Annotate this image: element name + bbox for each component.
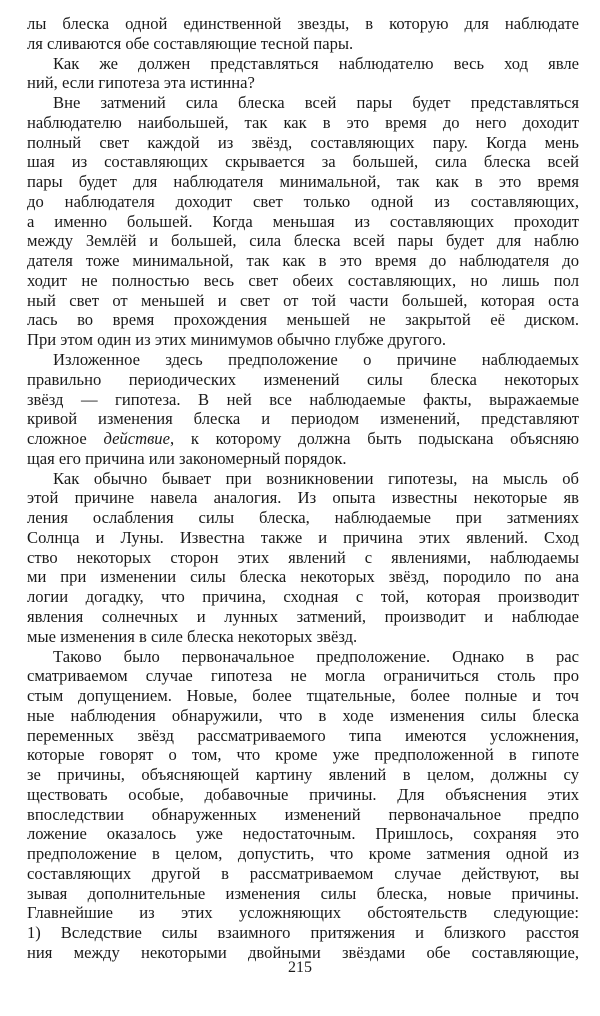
text-line: Как же должен представляться наблюдателю весь ход явле	[53, 53, 579, 73]
text-line: между Землёй и большей, сила блеска всей пары будет для наблю	[27, 231, 579, 251]
text-line: зе причины, объясняющей картину явлений в целом, должны су	[27, 765, 579, 785]
text-line: стым допущением. Новые, более тщательные, более полные и точ	[27, 686, 579, 706]
text-line: ный свет от меньшей и свет от той части большей, которая оста	[27, 290, 579, 310]
text-line: составляющих другой в рассматриваемом случае действуют, вы	[27, 863, 579, 883]
text-line: ство некоторых сторон этих явлений с явлениями, наблюдаемы	[27, 547, 579, 567]
page-text	[27, 14, 579, 963]
text-line: а именно большей. Когда меньшая из составляющих проходит	[27, 211, 579, 231]
text-line: полный свет каждой из звёзд, составляющих пару. Когда мень	[27, 132, 579, 152]
text-line: лы блеска одной единственной звезды, в которую для наблюдате	[27, 14, 579, 33]
page-number: 215	[288, 959, 312, 976]
text-line: пары будет для наблюдателя минимальной, так как в это время	[27, 172, 579, 192]
text-line: звёзд — гипотеза. В ней все наблюдаемые факты, выражаемые	[27, 389, 579, 409]
text-line: ходит не полностью весь свет обеих составляющих, но лишь пол	[27, 270, 579, 290]
text-line: ля сливаются обе составляющие тесной пары.	[27, 33, 354, 53]
text-line: кривой изменения блеска и периодом изменений, представляют	[27, 409, 579, 429]
text-line: При этом один из этих минимумов обычно глубже другого.	[27, 330, 447, 350]
text-line: сложное действие, к которому должна быть подыскана объясняю	[27, 429, 579, 449]
text-line: ния между некоторыми двойными звёздами обе составляющие,	[27, 942, 579, 962]
text-line: наблюдателю наибольшей, так как в это время до него доходит	[27, 112, 579, 132]
text-line: щая его причина или закономерный порядок.	[27, 448, 347, 468]
text-line: ные наблюдения обнаружили, что в ходе изменения силы блеска	[27, 705, 579, 725]
text-line: лась во время прохождения меньшей не закрытой её диском.	[27, 310, 579, 330]
text-line: ложение оказалось уже недостаточным. Пришлось, сохраняя это	[27, 824, 579, 844]
text-line: ми при изменении силы блеска некоторых звёзд, породило по ана	[27, 567, 579, 587]
text-line: Солнца и Луны. Известна также и причина этих явлений. Сход	[27, 527, 579, 547]
text-line: шая из составляющих скрывается за большей, сила блеска всей	[27, 152, 579, 172]
text-line: Изложенное здесь предположение о причине наблюдаемых	[53, 350, 579, 370]
text-line: Вне затмений сила блеска всей пары будет представляться	[53, 93, 579, 113]
text-line: 1) Вследствие силы взаимного притяжения и близкого расстоя	[27, 923, 579, 943]
text-line: сматриваемом случае гипотеза не могла ограничиться столь про	[27, 666, 579, 686]
text-line: зывая дополнительные изменения силы блеска, новые причины.	[27, 883, 579, 903]
text-line: впоследствии обнаруженных изменений первоначальное предпо	[27, 804, 579, 824]
text-line: этой причине навела аналогия. Из опыта известны некоторые яв	[27, 488, 579, 508]
text-line: ний, если гипотеза эта истинна?	[27, 73, 255, 93]
text-line: логии догадку, что причина, сходная с той, которая производит	[27, 587, 579, 607]
text-line: явления солнечных и лунных затмений, производит и наблюдае	[27, 606, 579, 626]
emphasis-text: действие	[103, 429, 170, 449]
text-line: ления ослабления силы блеска, наблюдаемые при затмениях	[27, 508, 579, 528]
text-line: правильно периодических изменений силы блеска некоторых	[27, 369, 579, 389]
text-line: мые изменения в силе блеска некоторых звёзд.	[27, 626, 358, 646]
text-line: до наблюдателя доходит свет только одной из составляющих,	[27, 191, 579, 211]
text-line: дателя тоже минимальной, так как в это время до наблюдателя до	[27, 251, 579, 271]
text-line: предположение в целом, допустить, что кроме затмения одной из	[27, 844, 579, 864]
text-line: Главнейшие из этих усложняющих обстоятельств следующие:	[27, 903, 579, 923]
text-line: переменных звёзд рассматриваемого типа имеются усложнения,	[27, 725, 579, 745]
text-line: которые говорят о том, что кроме уже предположенной в гипоте	[27, 745, 579, 765]
text-line: Как обычно бывает при возникновении гипотезы, на мысль об	[53, 468, 579, 488]
text-line: Таково было первоначальное предположение. Однако в рас	[53, 646, 579, 666]
text-line: ществовать особые, добавочные причины. Для объяснения этих	[27, 784, 579, 804]
